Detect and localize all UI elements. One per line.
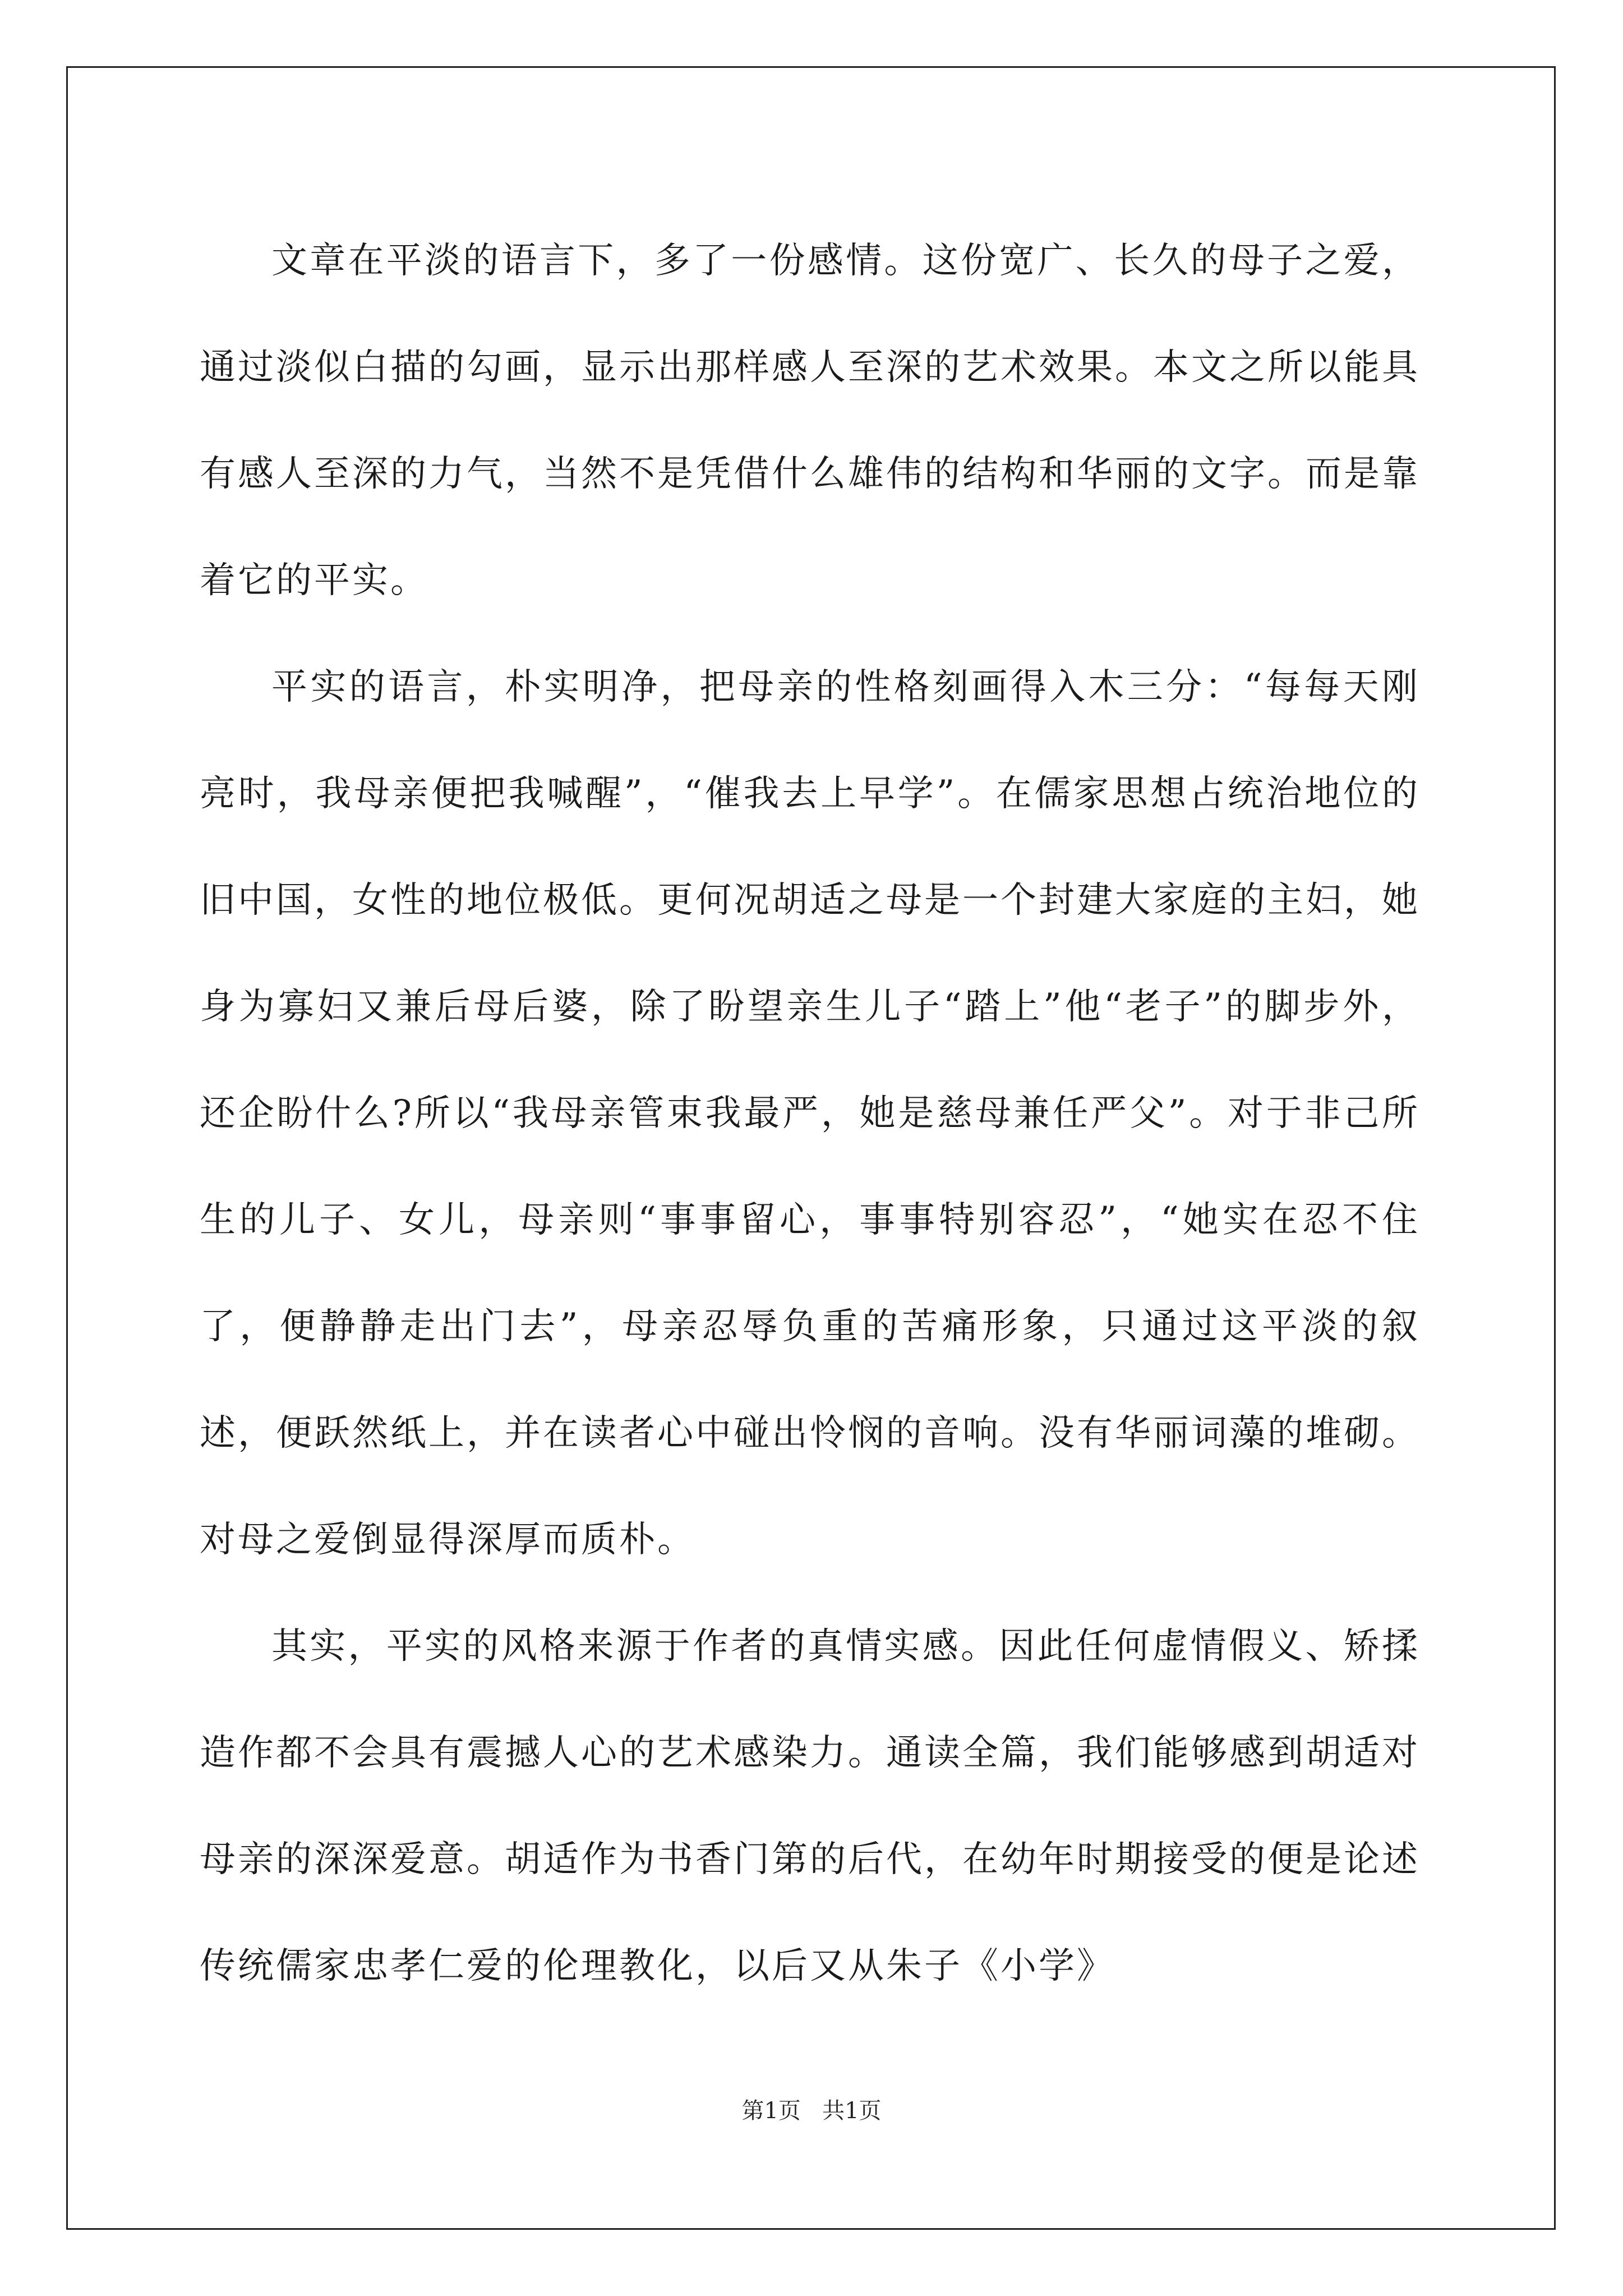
page-total: 共1页	[822, 2098, 882, 2124]
page-number: 第1页	[741, 2098, 801, 2124]
paragraph-1: 文章在平淡的语言下，多了一份感情。这份宽广、长久的母子之爱，通过淡似白描的勾画，显示出那样感人至深的艺术效果。本文之所以能具有感人至深的力气，当然不是凭借什么雄伟的结构和华丽的文字。而是靠着它的平实。	[200, 240, 1420, 601]
paragraph-3: 其实，平实的风格来源于作者的真情实感。因此任何虚情假义、矫揉造作都不会具有震撼人心的艺术感染力。通读全篇，我们能够感到胡适对母亲的深深爱意。胡适作为书香门第的后代，在幼年时期接受的便是论述传统儒家忠孝仁爱的伦理教化，以后又从朱子《小学》	[200, 1626, 1420, 1987]
footer-spacer	[801, 2098, 822, 2124]
document-body	[200, 208, 1420, 2019]
page-footer	[0, 2097, 1623, 2125]
paragraph-2: 平实的语言，朴实明净，把母亲的性格刻画得入木三分：“每每天刚亮时，我母亲便把我喊醒”，“催我去上早学”。在儒家思想占统治地位的旧中国，女性的地位极低。更何况胡适之母是一个封建大家庭的主妇，她身为寡妇又兼后母后婆，除了盼望亲生儿子“踏上”他“老子”的脚步外，还企盼什么?所以“我母亲管束我最严，她是慈母兼任严父”。对于非己所生的儿子、女儿，母亲则“事事留心，事事特别容忍”，“她实在忍不住了，便静静走出门去”，母亲忍辱负重的苦痛形象，只通过这平淡的叙述，便跃然纸上，并在读者心中碰出怜悯的音响。没有华丽词藻的堆砌。对母之爱倒显得深厚而质朴。	[200, 666, 1420, 1561]
